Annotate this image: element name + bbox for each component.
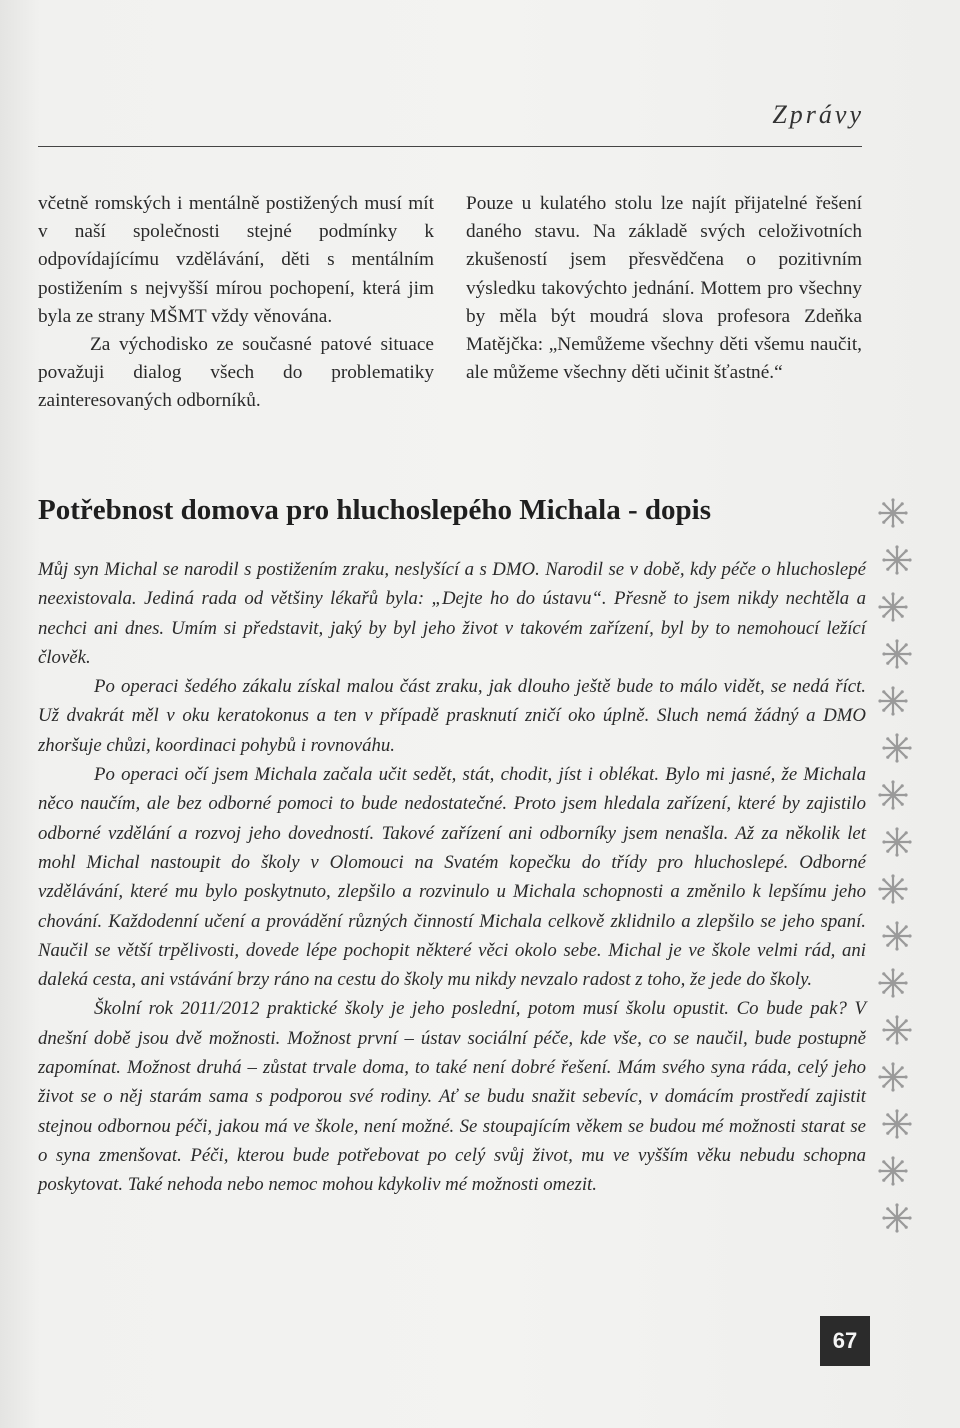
- asterisk-star-icon: [880, 543, 914, 577]
- article-heading: Potřebnost domova pro hluchoslepého Michala - dopis: [38, 494, 711, 526]
- article-paragraph-2: Po operaci šedého zákalu získal malou část zraku, jak dlouho ještě bude to málo vidět, se nedá říct. Už dvakrát měl v oku keratokonus a ten v případě prasknutí zničí oko úplně. Sluch nemá žádný a DMO zhoršuje chůzi, koordinaci pohybů i rovnováhu.: [38, 676, 866, 756]
- asterisk-star-icon: [876, 872, 910, 906]
- left-paragraph-2: Za východisko ze současné patové situace považuji dialog všech do problematiky zainteresovaných odborníků.: [38, 334, 434, 412]
- header-rule: [38, 146, 862, 147]
- article-paragraph-3: Po operaci očí jsem Michala začala učit sedět, stát, chodit, jíst i oblékat. Bylo mi jasné, že Michala něco naučím, ale bez odborné pomoci to bude nedostatečné. Proto jsem hledala zařízení, které by zajistilo odborné vzdělání a rozvoj jeho dovedností. Takové zařízení ani odborníky jsem nenašla. Až za několik let mohl Michal nastoupit do školy v Olomouci na Svatém kopečku do třídy pro hluchoslepé. Odborné vzdělávání, které mu bylo poskytnuto, zlepšilo a rozvinulo u Michala schopnosti a změnilo k lepšímu jeho chování. Každodenní učení a provádění různých činností Michala celkově zklidnilo a zlepšilo se jeho spaní. Naučil se větší trpělivosti, dovede lépe pochopit některé věci okolo sebe. Michal je ve škole velmi rád, ani daleká cesta, ani vstávání brzy ráno na cestu do školy mu nikdy nevzalo radost z toho, že jede do školy.: [38, 764, 866, 991]
- asterisk-star-icon: [880, 825, 914, 859]
- asterisk-star-icon: [876, 778, 910, 812]
- asterisk-star-icon: [876, 1154, 910, 1188]
- decorative-star-column: [876, 496, 916, 1296]
- right-column: [466, 190, 862, 387]
- asterisk-star-icon: [880, 1201, 914, 1235]
- asterisk-star-icon: [880, 1013, 914, 1047]
- left-column: [38, 190, 434, 416]
- asterisk-star-icon: [880, 919, 914, 953]
- article-paragraph-1: Můj syn Michal se narodil s postižením zraku, neslyšící a s DMO. Narodil se v době, kdy péče o hluchoslepé neexistovala. Jediná rada od většiny lékařů byla: „Dejte ho do ústavu“. Přesně to jsem nikdy nechtěla a nechci ani dnes. Umím si představit, jaký by byl jeho život v takovém zařízení, byl by to nemohoucí ležící člověk.: [38, 559, 866, 668]
- asterisk-star-icon: [876, 590, 910, 624]
- right-paragraph-1: Pouze u kulatého stolu lze najít přijatelné řešení daného stavu. Na základě svých celoživotních zkušeností jsem přesvědčena o pozitivním výsledku takovýchto jednání. Mottem pro všechny by měla být moudrá slova profesora Zdeňka Matějčka: „Nemůžeme všechny děti všemu naučit, ale můžeme všechny děti učinit šťastné.“: [466, 193, 862, 384]
- asterisk-star-icon: [880, 1107, 914, 1141]
- section-title: Zprávy: [772, 100, 864, 129]
- asterisk-star-icon: [876, 684, 910, 718]
- asterisk-star-icon: [880, 731, 914, 765]
- article-paragraph-4: Školní rok 2011/2012 praktické školy je jeho poslední, potom musí školu opustit. Co bude pak? V dnešní době jsou dvě možnosti. Možnost první – ústav sociální péče, kde vše, co se naučil, bude postupně zapomínat. Možnost druhá – zůstat trvale doma, to také není dobré řešení. Mám svého syna ráda, celý jeho život se o něj starám sama s podporou své rodiny. Ať se budu snažit sebevíc, v domácím prostředí zajistit stejnou odbornou péči, jakou má ve škole, není možné. Se stoupajícím věkem se budou mé možnosti starat se o syna zmenšovat. Péči, kterou bude potřebovat po celý svůj život, mu ve vyšším věku nebudu schopna poskytovat. Také nehoda nebo nemoc mohou kdykoliv mé možnosti omezit.: [38, 998, 866, 1196]
- asterisk-star-icon: [876, 1060, 910, 1094]
- left-paragraph-1: včetně romských i mentálně postižených musí mít v naší společnosti stejné podmínky k odpovídajícímu vzdělávání, děti s mentálním postižením s nejvyšší mírou pochopení, která jim byla ze strany MŠMT vždy věnována.: [38, 193, 434, 327]
- article-body: [38, 555, 866, 1200]
- asterisk-star-icon: [876, 496, 910, 530]
- asterisk-star-icon: [876, 966, 910, 1000]
- page-number: 67: [820, 1316, 870, 1366]
- asterisk-star-icon: [880, 637, 914, 671]
